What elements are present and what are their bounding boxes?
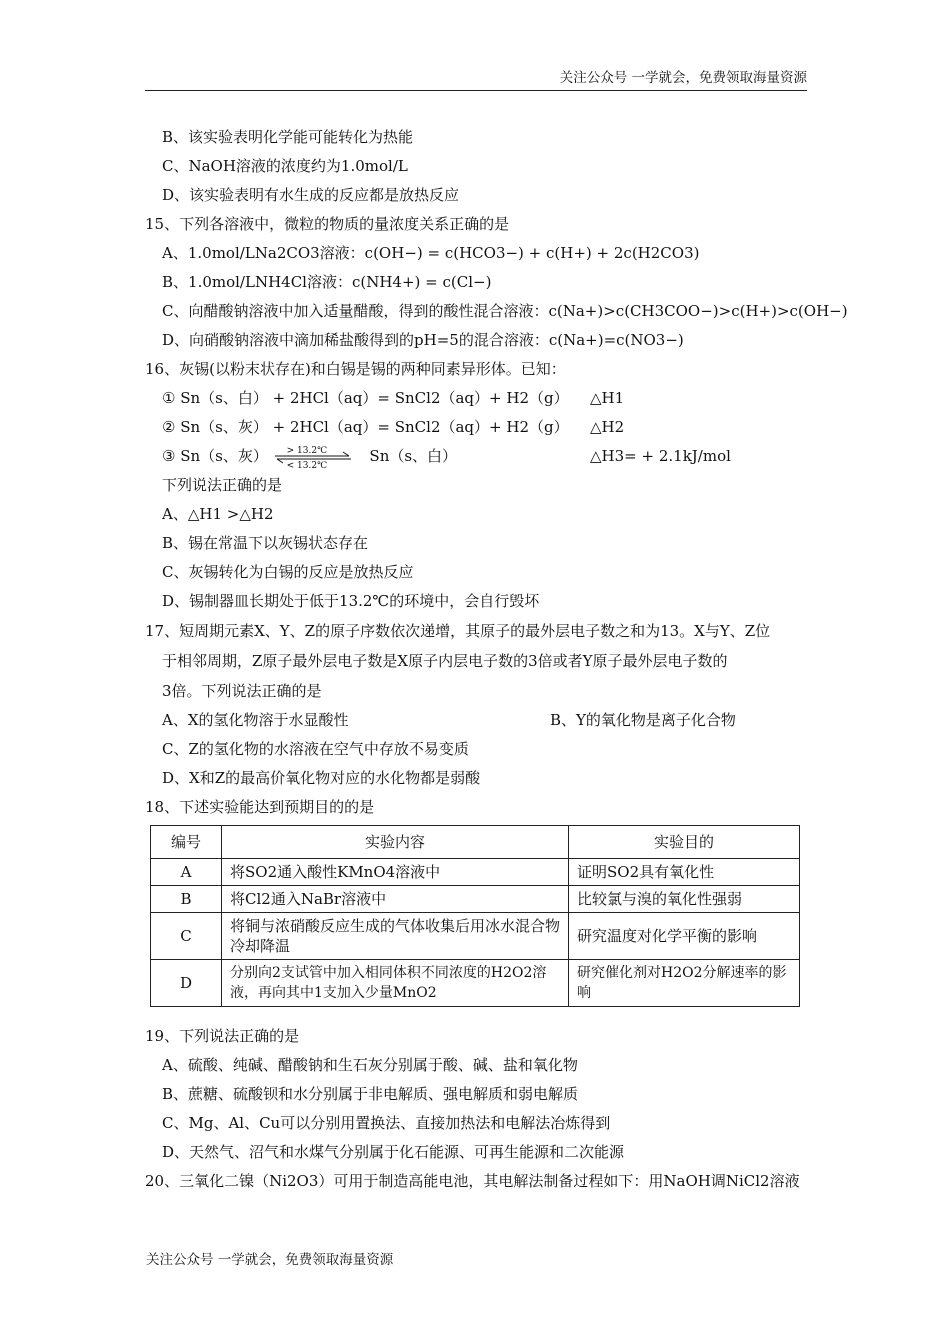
- q15-option-d: D、向硝酸钠溶液中滴加稀盐酸得到的pH=5的混合溶液：c(Na+)=c(NO3−): [162, 331, 684, 349]
- q16-option-c: C、灰锡转化为白锡的反应是放热反应: [162, 563, 414, 581]
- q19-option-c: C、Mg、Al、Cu可以分别用置换法、直接加热法和电解法冶炼得到: [162, 1114, 611, 1132]
- row-content: 将Cl2通入NaBr溶液中: [222, 886, 569, 913]
- q17-stem-line-1: 17、短周期元素X、Y、Z的原子序数依次递增，其原子的最外层电子数之和为13。X与Y、Z位: [145, 622, 771, 640]
- table-row: [151, 913, 800, 960]
- q17-option-b: B、Y的氧化物是离子化合物: [550, 711, 736, 729]
- q17-option-a: A、X的氢化物溶于水显酸性: [162, 711, 349, 729]
- q16-arrow-bottom-condition: < 13.2℃: [286, 461, 328, 471]
- q19-option-b: B、蔗糖、硫酸钡和水分别属于非电解质、强电解质和弱电解质: [162, 1085, 579, 1103]
- row-id: A: [151, 859, 222, 886]
- q14-option-d: D、该实验表明有水生成的反应都是放热反应: [162, 186, 460, 204]
- q17-stem-line-3: 3倍。下列说法正确的是: [162, 682, 322, 700]
- q16-prompt: 下列说法正确的是: [162, 476, 283, 494]
- row-id: D: [151, 960, 222, 1007]
- q16-option-b: B、锡在常温下以灰锡状态存在: [162, 534, 369, 552]
- q14-option-b: B、该实验表明化学能可能转化为热能: [162, 128, 414, 146]
- row-content: 分别向2支试管中加入相同体积不同浓度的H2O2溶液，再向其中1支加入少量MnO2: [222, 960, 569, 1007]
- q19-stem: 19、下列说法正确的是: [145, 1027, 300, 1045]
- q16-arrow-top-condition: > 13.2℃: [286, 446, 328, 456]
- q15-option-b: B、1.0mol/LNH4Cl溶液：c(NH4+) = c(Cl−): [162, 273, 492, 291]
- row-id: B: [151, 886, 222, 913]
- page-header: 关注公众号 一学就会，免费领取海量资源: [145, 66, 807, 91]
- q19-option-d: D、天然气、沼气和水煤气分别属于化石能源、可再生能源和二次能源: [162, 1143, 625, 1161]
- q16-stem: 16、灰锡(以粉末状存在)和白锡是锡的两种同素异形体。已知：: [145, 360, 566, 378]
- q15-option-c: C、向醋酸钠溶液中加入适量醋酸，得到的酸性混合溶液：c(Na+)>c(CH3COO−)>c(H+)>c(OH−): [162, 302, 848, 320]
- table-row: [151, 960, 800, 1007]
- table-row: [151, 859, 800, 886]
- row-purpose: 研究催化剂对H2O2分解速率的影响: [569, 960, 800, 1007]
- q16-equation-1-enthalpy: △H1: [590, 389, 625, 407]
- table-row: [151, 886, 800, 913]
- column-header-purpose: 实验目的: [569, 826, 800, 859]
- q16-equation-3-left: ③ Sn（s、灰）: [162, 447, 268, 465]
- q17-option-c: C、Z的氢化物的水溶液在空气中存放不易变质: [162, 740, 469, 758]
- row-content: 将SO2通入酸性KMnO4溶液中: [222, 859, 569, 886]
- column-header-content: 实验内容: [222, 826, 569, 859]
- row-purpose: 研究温度对化学平衡的影响: [569, 913, 800, 960]
- q19-option-a: A、硫酸、纯碱、醋酸钠和生石灰分别属于酸、碱、盐和氧化物: [162, 1056, 578, 1074]
- q14-option-c: C、NaOH溶液的浓度约为1.0mol/L: [162, 157, 408, 175]
- q16-equation-3-enthalpy: △H3= + 2.1kJ/mol: [590, 447, 731, 465]
- q16-equation-1: ① Sn（s、白） + 2HCl（aq）= SnCl2（aq）+ H2（g）: [162, 389, 569, 407]
- table-header-row: [151, 826, 800, 859]
- q16-equation-2-enthalpy: △H2: [590, 418, 625, 436]
- row-purpose: 证明SO2具有氧化性: [569, 859, 800, 886]
- row-id: C: [151, 913, 222, 960]
- q16-option-a: A、△H1 >△H2: [162, 505, 274, 523]
- q16-equation-3: [162, 446, 458, 471]
- q16-equation-2: ② Sn（s、灰） + 2HCl（aq）= SnCl2（aq）+ H2（g）: [162, 418, 569, 436]
- row-content: 将铜与浓硝酸反应生成的气体收集后用冰水混合物冷却降温: [222, 913, 569, 960]
- q17-option-d: D、X和Z的最高价氧化物对应的水化物都是弱酸: [162, 769, 481, 787]
- q20-stem: 20、三氧化二镍（Ni2O3）可用于制造高能电池，其电解法制备过程如下：用NaOH调NiCl2溶液: [145, 1172, 800, 1190]
- q18-experiment-table: [150, 825, 800, 1007]
- column-header-id: 编号: [151, 826, 222, 859]
- q15-option-a: A、1.0mol/LNa2CO3溶液：c(OH−) = c(HCO3−) + c(H+) + 2c(H2CO3): [162, 244, 700, 262]
- page-footer: 关注公众号 一学就会，免费领取海量资源: [146, 1252, 394, 1268]
- q17-stem-line-2: 于相邻周期，Z原子最外层电子数是X原子内层电子数的3倍或者Y原子最外层电子数的: [162, 652, 728, 670]
- reversible-arrow-icon: [273, 446, 353, 471]
- q18-stem: 18、下述实验能达到预期目的的是: [145, 798, 375, 816]
- q15-stem: 15、下列各溶液中，微粒的物质的量浓度关系正确的是: [145, 215, 510, 233]
- q16-option-d: D、锡制器皿长期处于低于13.2℃的环境中，会自行毁坏: [162, 592, 540, 610]
- row-purpose: 比较氯与溴的氧化性强弱: [569, 886, 800, 913]
- q16-equation-3-right: Sn（s、白）: [369, 447, 458, 465]
